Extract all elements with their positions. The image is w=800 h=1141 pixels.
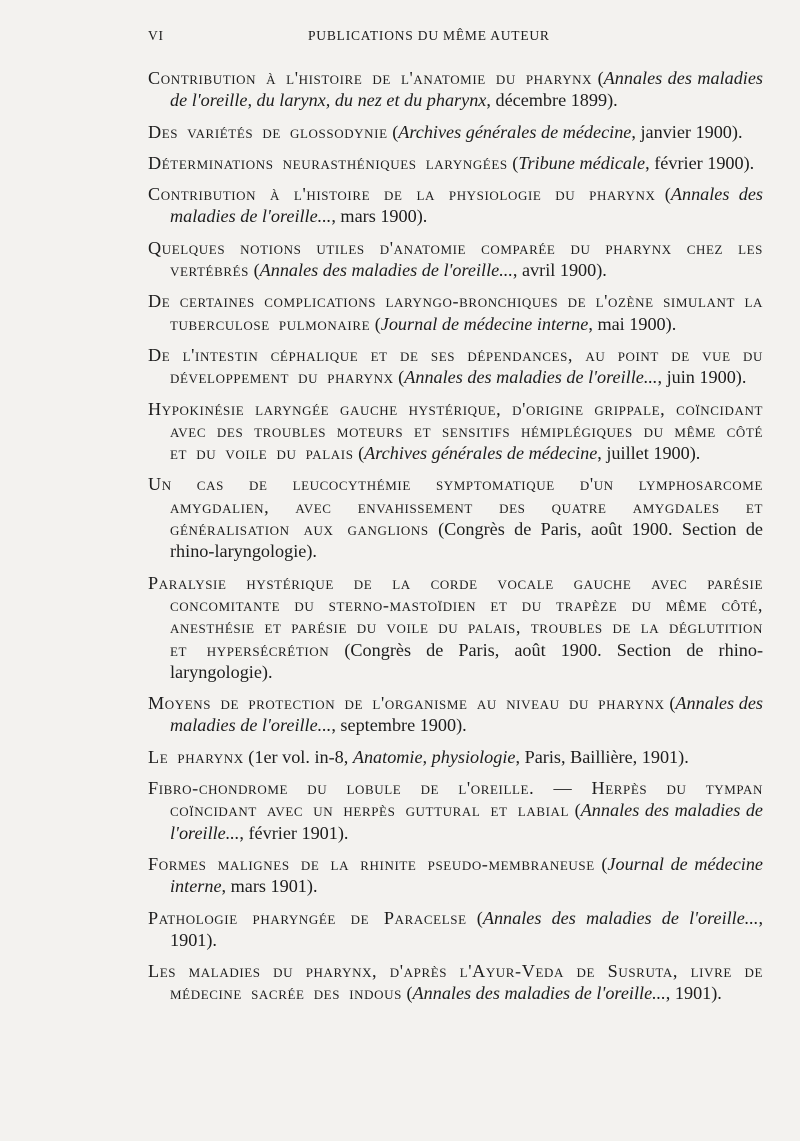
entry-title: Déterminations neurasthéniques laryngées xyxy=(148,152,508,173)
entry-detail: , Paris, Baillière, 1901). xyxy=(515,746,689,767)
entry-detail: , septembre 1900). xyxy=(331,715,467,736)
entry-title: Hypokinésie laryngée gauche hystérique, d'origine grippale, coïncidant avec des troubles moteurs et sensitifs hémiplégiques du même côté et du voile du palais xyxy=(148,398,763,464)
entry-title: Formes malignes de la rhinite pseudo-membraneuse xyxy=(148,853,595,874)
entry-journal: Annales des maladies de l'oreille, du larynx, du nez et du pharynx xyxy=(170,68,764,111)
entry-title: Le pharynx xyxy=(148,746,244,767)
entry-detail: , mars 1901). xyxy=(221,876,318,897)
entry-detail: , 1901). xyxy=(170,907,763,950)
entry-title: Des variétés de glossodynie xyxy=(148,121,388,142)
entry-title: Paralysie hystérique de la corde vocale gauche avec parésie concomitante du sterno-mastoïdien et du trapèze du même côté, anesthésie et parésie du voile du palais, troubles de la déglutition et hypersécrétion xyxy=(148,572,763,660)
entry-title: Contribution à l'histoire de la physiologie du pharynx xyxy=(148,184,656,205)
entry-journal: Archives générales de médecine xyxy=(364,443,598,464)
entry-journal: Annales des maladies de l'oreille... xyxy=(259,260,513,281)
entry-title: Quelques notions utiles d'anatomie comparée du pharynx chez les vertébrés xyxy=(148,237,763,281)
entry-journal: Archives générales de médecine xyxy=(398,121,632,142)
entry-detail: , janvier 1900). xyxy=(631,121,743,142)
publication-list xyxy=(148,67,763,1014)
publication-entry: Des variétés de glossodynie (Archives générales de médecine, janvier 1900). xyxy=(148,121,743,142)
entry-detail: , juin 1900). xyxy=(657,367,747,388)
entry-journal: Tribune médicale xyxy=(518,152,646,173)
publication-entry: Fibro-chondrome du lobule de l'oreille. — Herpès du tympan coïncidant avec un herpès guttural et labial (Annales des maladies de l'oreille..., février 1901). xyxy=(148,778,763,843)
publication-entry: Les maladies du pharynx, d'après l'Ayur-Veda de Susruta, livre de médecine sacrée des indous (Annales des maladies de l'oreille..., 1901). xyxy=(148,961,763,1004)
entry-detail: (Congrès de Paris, août 1900. Section de rhino-laryngologie). xyxy=(170,639,764,682)
entry-title: Moyens de protection de l'organisme au niveau du pharynx xyxy=(148,693,665,714)
publication-entry: Le pharynx (1er vol. in-8, Anatomie, physiologie, Paris, Baillière, 1901). xyxy=(148,746,689,767)
publication-entry: Hypokinésie laryngée gauche hystérique, d'origine grippale, coïncidant avec des troubles moteurs et sensitifs hémiplégiques du même côté et du voile du palais (Archives générales de médecine, juillet 1900). xyxy=(148,398,763,464)
page-number: VI xyxy=(148,28,164,43)
entry-title: Un cas de leucocythémie symptomatique d'un lymphosarcome amygdalien, avec envahissement des quatre amygdales et généralisation aux ganglions xyxy=(148,474,763,540)
publication-entry: De l'intestin céphalique et de ses dépendances, au point de vue du développement du pharynx (Annales des maladies de l'oreille..., juin 1900). xyxy=(148,344,763,388)
running-title: PUBLICATIONS DU MÊME AUTEUR xyxy=(308,28,550,43)
entry-detail: , février 1900). xyxy=(645,152,755,173)
publication-entry: De certaines complications laryngo-bronchiques de l'ozène simulant la tuberculose pulmonaire (Journal de médecine interne, mai 1900). xyxy=(148,291,763,334)
entry-journal: Annales des maladies de l'oreille... xyxy=(170,693,764,736)
page-header xyxy=(148,28,750,50)
entry-journal: Annales des maladies de l'oreille... xyxy=(482,907,759,928)
entry-detail: , février 1901). xyxy=(239,822,349,843)
publication-entry: Contribution à l'histoire de la physiologie du pharynx (Annales des maladies de l'oreille..., mars 1900). xyxy=(148,184,763,227)
entry-journal: Anatomie, physiologie xyxy=(352,746,516,767)
entry-journal: Annales des maladies de l'oreille... xyxy=(170,184,763,227)
entry-detail: , juillet 1900). xyxy=(597,443,701,464)
entry-detail: , 1901). xyxy=(665,983,722,1004)
publication-entry: Déterminations neurasthéniques laryngées (Tribune médicale, février 1900). xyxy=(148,152,755,173)
entry-journal: Annales des maladies de l'oreille... xyxy=(404,367,658,388)
entry-detail: , mars 1900). xyxy=(331,206,428,227)
entry-detail: , avril 1900). xyxy=(512,260,607,281)
publication-entry xyxy=(148,473,763,562)
entry-journal: Annales des maladies de l'oreille... xyxy=(170,800,763,843)
publication-entry xyxy=(148,572,763,683)
entry-detail: (Congrès de Paris, août 1900. Section de rhino-laryngologie). xyxy=(170,519,763,562)
entry-journal: Journal de médecine interne xyxy=(380,313,589,334)
entry-journal: Journal de médecine interne xyxy=(170,853,763,897)
entry-title: De certaines complications laryngo-bronchiques de l'ozène simulant la tuberculose pulmonaire xyxy=(148,291,763,334)
entry-detail: , décembre 1899). xyxy=(486,90,618,111)
publication-entry: Contribution à l'histoire de l'anatomie du pharynx (Annales des maladies de l'oreille, du larynx, du nez et du pharynx, décembre 1899). xyxy=(148,68,764,111)
entry-detail: 1er vol. in-8, xyxy=(254,746,353,767)
publication-entry: Quelques notions utiles d'anatomie comparée du pharynx chez les vertébrés (Annales des maladies de l'oreille..., avril 1900). xyxy=(148,237,763,281)
entry-title: Pathologie pharyngée de Paracelse xyxy=(148,907,467,928)
entry-detail: , mai 1900). xyxy=(588,313,677,334)
entry-journal: Annales des maladies de l'oreille... xyxy=(412,983,666,1004)
publication-entry: Moyens de protection de l'organisme au niveau du pharynx (Annales des maladies de l'oreille..., septembre 1900). xyxy=(148,693,764,736)
entry-title: Contribution à l'histoire de l'anatomie du pharynx xyxy=(148,68,593,88)
entry-title: Fibro-chondrome du lobule de l'oreille. — Herpès du tympan coïncidant avec un herpès guttural et labial xyxy=(148,778,763,821)
entry-title: Les maladies du pharynx, d'après l'Ayur-Veda de Susruta, livre de médecine sacrée des indous xyxy=(148,961,763,1004)
entry-title: De l'intestin céphalique et de ses dépendances, au point de vue du développement du pharynx xyxy=(148,344,763,388)
publication-entry: Formes malignes de la rhinite pseudo-membraneuse (Journal de médecine interne, mars 1901). xyxy=(148,853,763,897)
publication-entry: Pathologie pharyngée de Paracelse (Annales des maladies de l'oreille..., 1901). xyxy=(148,907,763,950)
